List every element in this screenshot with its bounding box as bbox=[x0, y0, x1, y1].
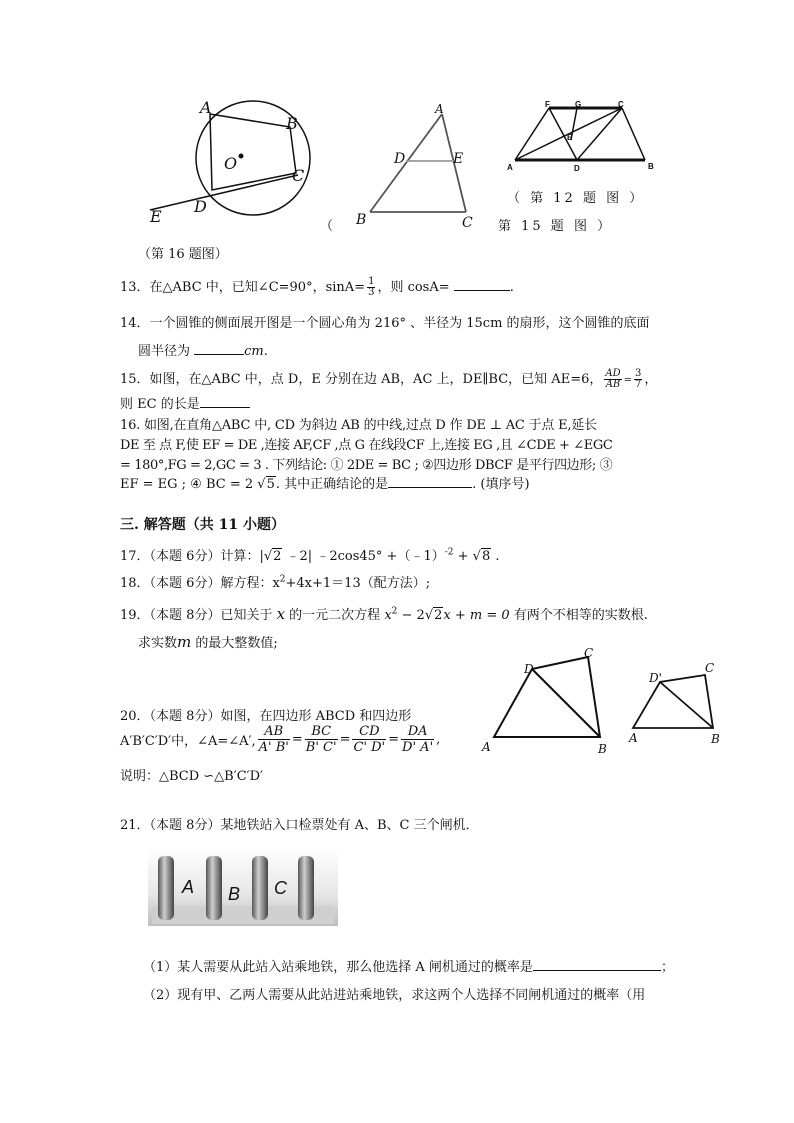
label-a: A bbox=[482, 740, 491, 754]
answer-blank[interactable] bbox=[454, 277, 510, 291]
label-c: C bbox=[584, 646, 594, 660]
triangle-figure bbox=[350, 100, 490, 230]
answer-blank[interactable] bbox=[388, 474, 472, 488]
label-f: F bbox=[545, 100, 550, 109]
question-16-line4: EF = EG ; ④ BC = 2 √5. 其中正确结论的是 . (填序号) bbox=[120, 473, 530, 492]
question-15-line1: 15．如图，在△ABC 中，点 D，E 分别在边 AB，AC 上，DE∥BC，已知 AE=6， $\frac{AD}{AB}$ = $\frac{3}{7}$ ， bbox=[120, 368, 658, 390]
gate-label-a: A bbox=[182, 877, 195, 897]
label-d: D bbox=[524, 662, 534, 676]
answer-blank[interactable] bbox=[194, 341, 244, 355]
label-d: D' bbox=[649, 671, 662, 685]
label-c: C bbox=[462, 215, 473, 230]
label-b: B bbox=[286, 114, 298, 133]
question-14-line2: 圆半径为 cm. bbox=[138, 340, 268, 359]
question-19-line2: 求实数m 的最大整数值; bbox=[138, 633, 278, 651]
label-c: C bbox=[705, 661, 715, 675]
label-d: D bbox=[394, 151, 406, 167]
question-14-line1: 14．一个圆锥的侧面展开图是一个圆心角为 216° 、半径为 15cm 的扇形，这个圆锥的底面 bbox=[120, 316, 650, 331]
label-c: C bbox=[292, 166, 305, 185]
label-g: G bbox=[575, 100, 582, 109]
label-e: E bbox=[567, 133, 573, 142]
label-a: A bbox=[435, 102, 444, 116]
question-13: 13．在△ABC 中，已知∠C=90°，sinA= $\frac{1}{3}$ ，则 cosA= . bbox=[120, 276, 514, 298]
label-e: E bbox=[453, 151, 464, 167]
question-16-line3: = 180°,FG = 2,GC = 3 . 下列结论: ① 2DE = BC ; ②四边形 DBCF 是平行四边形; ③ bbox=[120, 458, 613, 473]
label-b: B bbox=[711, 732, 720, 746]
section-heading: 三. 解答题（共 11 小题） bbox=[120, 517, 285, 533]
question-18: 18．（本题 6分）解方程：$x^2+4x+1=13$（配方法）; bbox=[120, 574, 431, 591]
quadrilateral-abcd-figure bbox=[480, 645, 615, 757]
answer-blank[interactable] bbox=[200, 394, 250, 408]
question-21-line1: 21．（本题 8分）某地铁站入口检票处有 A、B、C 三个闸机． bbox=[120, 818, 479, 833]
label-e: E bbox=[150, 207, 162, 226]
trapezoid-figure bbox=[505, 98, 665, 178]
gate-label-b: B bbox=[228, 884, 241, 904]
ticket-gates-image bbox=[148, 848, 338, 926]
label-a: A bbox=[507, 163, 513, 172]
quadrilateral-abcd-prime-figure bbox=[625, 660, 735, 750]
caption-paren: （ bbox=[320, 219, 334, 234]
question-16-line1: 16. 如图,在直角△ABC 中, CD 为斜边 AB 的中线,过点 D 作 DE ⊥ AC 于点 E,延长 bbox=[120, 418, 597, 433]
question-16-line2: DE 至 点 F,使 EF = DE ,连接 AF,CF ,点 G 在线段CF 上,连接 EG ,且 ∠CDE + ∠EGC bbox=[120, 438, 613, 453]
label-d: D bbox=[574, 164, 580, 173]
question-20-line3: 说明：△BCD ∽△B′C′D′ bbox=[120, 769, 263, 784]
label-b: B bbox=[356, 212, 367, 228]
question-19-line1: 19．（本题 8分）已知关于 x 的一元二次方程 $x^2 - 2√2x + m = 0$ 有两个不相等的实数根. bbox=[120, 605, 648, 623]
label-a: A bbox=[200, 98, 212, 117]
label-b: B bbox=[648, 162, 654, 171]
label-b: B bbox=[598, 742, 607, 756]
caption-fig12: （ 第 12 题 图 ） bbox=[507, 191, 646, 206]
circle-figure bbox=[140, 95, 320, 235]
question-15-line2: 则 EC 的长是 bbox=[120, 393, 250, 412]
answer-blank[interactable] bbox=[533, 957, 661, 971]
question-20-line2: A′B′C′D′中，∠A=∠A′, $\frac{AB}{A' B'}$ = $\frac{BC}{B' C'}$ = $\frac{CD}{C' D'}$ = $\frac{DA}{D' A'}$ , bbox=[120, 724, 441, 755]
label-c: C bbox=[618, 100, 624, 109]
gate-label-c: C bbox=[274, 878, 287, 898]
question-20-line1: 20．（本题 8分）如图，在四边形 ABCD 和四边形 bbox=[120, 709, 412, 724]
label-o: O bbox=[224, 154, 238, 173]
label-a: A bbox=[629, 731, 638, 745]
question-21-sub2: （2）现有甲、乙两人需要从此站进站乘地铁，求这两个人选择不同闸机通过的概率（用 bbox=[143, 988, 646, 1003]
question-17: 17．（本题 6分）计算：|√2 ﹣2| ﹣2cos45° +（﹣1）$^{-2}$ + √8 . bbox=[120, 547, 500, 564]
caption-fig15: 第 15 题 图 ） bbox=[498, 219, 614, 234]
label-d: D bbox=[194, 197, 207, 216]
question-21-sub1: （1）某人需要从此站入站乘地铁，那么他选择 A 闸机通过的概率是 ； bbox=[143, 956, 674, 975]
caption-fig16: （第 16 题图） bbox=[138, 247, 228, 262]
